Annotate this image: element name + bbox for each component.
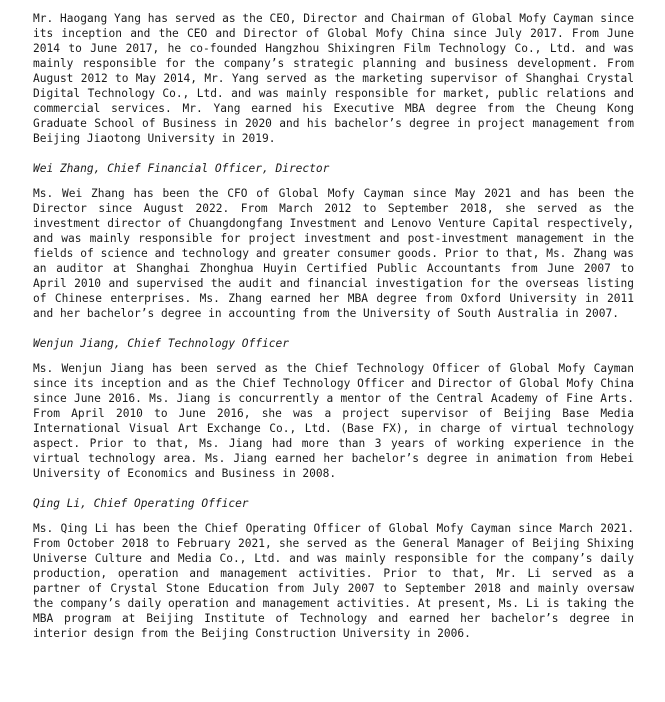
bio-paragraph-wei-zhang: Ms. Wei Zhang has been the CFO of Global Mofy Cayman since May 2021 and has been the Director since August 2022. From March 2012 to September 2018, she served as the investment director of Chuangdongfang Investment and Lenovo Venture Capital respectively, and was mainly responsible for project investment and post-investment management in the fields of science and technology and greater consumer goods. Prior to that, Ms. Zhang was an auditor at Shanghai Zhonghua Huyin Certified Public Accountants from June 2007 to April 2010 and supervised the audit and financial investigation for the overseas listing of Chinese enterprises. Ms. Zhang earned her MBA degree from Oxford University in 2011 and her bachelor’s degree in accounting from the University of South Australia in 2007. [33,187,634,320]
bio-paragraph-wenjun-jiang: Ms. Wenjun Jiang has been served as the Chief Technology Officer of Global Mofy Cayman since its inception and as the Chief Technology Officer and Director of Global Mofy China since June 2016. Ms. Jiang is concurrently a mentor of the Central Academy of Fine Arts. From April 2010 to June 2016, she was a project supervisor of Beijing Base Media International Visual Art Exchange Co., Ltd. (Base FX), in charge of virtual technology aspect. Prior to that, Ms. Jiang had more than 3 years of working experience in the virtual technology area. Ms. Jiang earned her bachelor’s degree in animation from Hebei University of Economics and Business in 2008. [33,362,634,480]
bio-paragraph-haogang-yang: Mr. Haogang Yang has served as the CEO, Director and Chairman of Global Mofy Cayman since its inception and the CEO and Director of Global Mofy China since July 2017. From June 2014 to June 2017, he co-founded Hangzhou Shixingren Film Technology Co., Ltd. and was mainly responsible for the company’s strategic planning and business development. From August 2012 to May 2014, Mr. Yang served as the marketing supervisor of Shanghai Crystal Digital Technology Co., Ltd. and was mainly responsible for market, public relations and commercial services. Mr. Yang earned his Executive MBA degree from the Cheung Kong Graduate School of Business in 2020 and his bachelor’s degree in project management from Beijing Jiaotong University in 2019. [33,12,634,145]
section-heading-qing-li: Qing Li, Chief Operating Officer [33,497,249,510]
bio-paragraph-qing-li: Ms. Qing Li has been the Chief Operating Officer of Global Mofy Cayman since March 2021. From October 2018 to February 2021, she served as the General Manager of Beijing Shixing Universe Culture and Media Co., Ltd. and was mainly responsible for the company’s daily production, operation and management activities. Prior to that, Mr. Li served as a partner of Crystal Stone Education from July 2007 to September 2018 and mainly oversaw the company’s daily operation and management activities. At present, Ms. Li is taking the MBA program at Beijing Institute of Technology and earned her bachelor’s degree in interior design from the Beijing Construction University in 2006. [33,522,634,640]
document-page [33,11,634,641]
section-heading-wenjun-jiang: Wenjun Jiang, Chief Technology Officer [33,337,289,350]
section-heading-wei-zhang: Wei Zhang, Chief Financial Officer, Director [33,162,330,175]
